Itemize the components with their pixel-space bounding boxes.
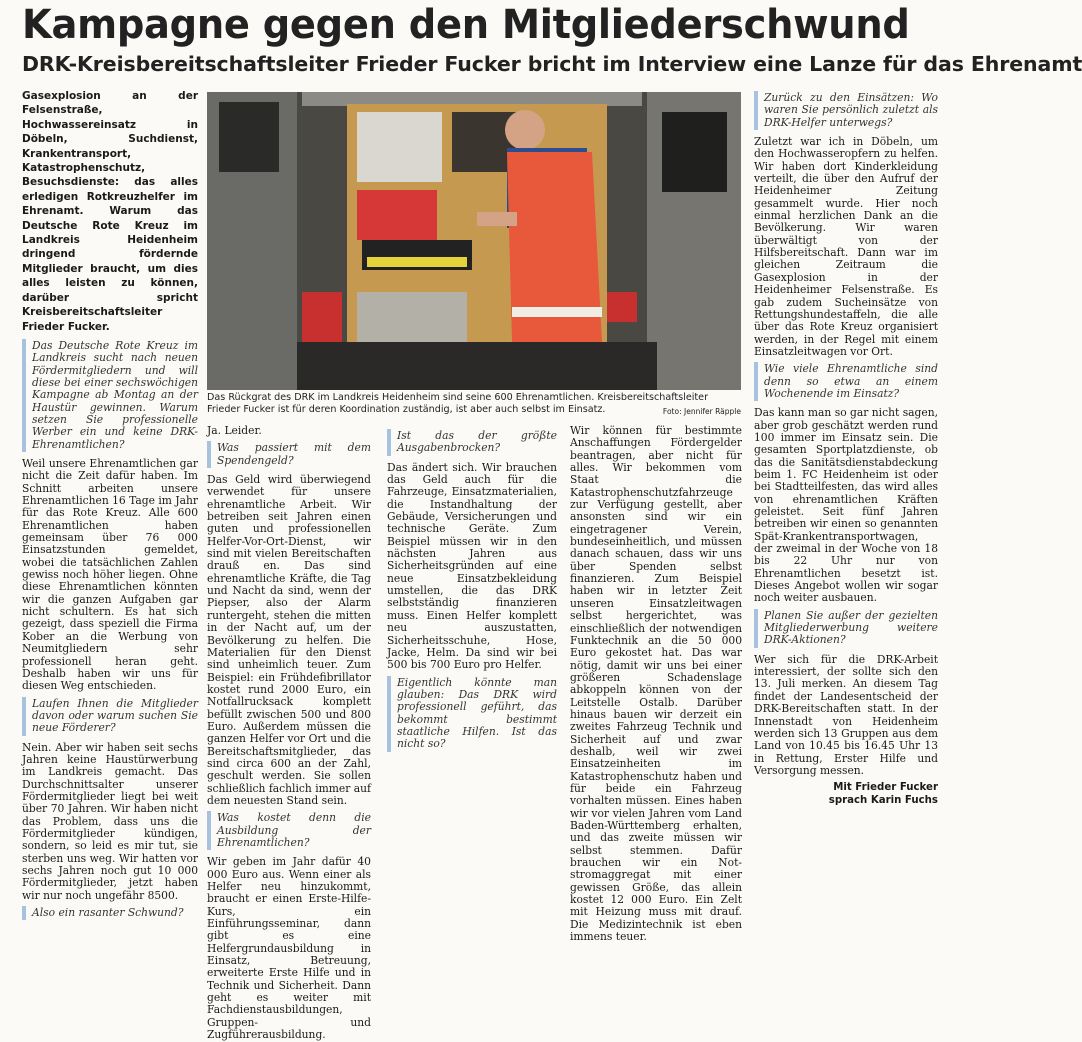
signature-line-1: Mit Frieder Fucker — [833, 782, 938, 794]
photo-drawing — [207, 92, 741, 390]
question-8: Zurück zu den Einsätzen: Wo waren Sie persönlich zuletzt als DRK-Helfer unterwegs? — [754, 91, 938, 130]
signature-line-2: sprach Karin Fuchs — [828, 795, 938, 807]
lead-paragraph: Gasexplosion an der Felsenstraße, Hochwassereinsatz in Döbeln, Suchdienst, Krankentransport, Katastrophenschutz, Besuchsdienste: das alles erledigen Rotkreuzhelfer im Ehrenamt. Warum das Deutsche Rote Kreuz im Landkreis Heidenheim dringend fördernde Mitglieder braucht, um dies alles leisten zu können, darüber spricht Kreisbereitschaftsleiter Frieder Fucker. — [22, 90, 198, 333]
question-7: Eigentlich könnte man glauben: Das DRK wird professionell geführt, das bekommt bestimmt staatliche Hilfen. Ist das nicht so? — [387, 676, 557, 752]
question-2: Laufen Ihnen die Mitglieder davon oder warum suchen Sie neue Förderer? — [22, 697, 198, 736]
answer-4: Das Geld wird überwiegend verwendet für unsere ehrenamtliche Arbeit. Wir betreiben seit Jahren einen guten und professionellen Helfer-Vor-Ort-Dienst, wir sind mit vielen Bereitschaften drauß en. Das sind ehrenamtliche Kräfte, die Tag und Nacht da sind, wenn der Piepser, also der Alarm runtergeht, stehen die mitten in der Nacht auf, um der Bevölkerung zu helfen. Die Materialien für den Dienst sind unheimlich teuer. Zum Beispiel: ein Frühdefibrillator kostet rund 2000 Euro, ein Notfallrucksack komplett befüllt zwischen 500 und 800 Euro. Außerdem müssen die ganzen Helfer vor Ort und die Bereitschaftsmitglieder, das sind circa 600 an der Zahl, geschult werden. Sie sollen schließlich fachlich immer auf dem neuesten Stand sein. — [207, 473, 371, 807]
answer-1: Weil unsere Ehrenamtlichen gar nicht die Zeit dafür haben. Im Schnitt arbeiten unsere Ehrenamtlichen 16 Tage im Jahr für das Rote Kreuz. Alle 600 Ehrenamtlichen haben gemeinsam über 76 000 Einsatzstunden gemeldet, wobei die tatsächlichen Zahlen gewiss noch höher liegen. Ohne diese Ehrenamtlichen könnten wir die ganzen Aufgaben gar nicht schultern. Es hat sich gezeigt, dass speziell die Firma Kober an die Werbung von Neumitgliedern sehr professionell heran geht. Deshalb haben wir uns für diesen Weg entschieden. — [22, 457, 198, 693]
answer-6: Das ändert sich. Wir brauchen das Geld auch für die Fahrzeuge, Einsatzmaterialien, die Instandhaltung der Gebäude, Versicherungen und technische Geräte. Zum Beispiel müssen wir in den nächsten Jahren aus Sicherheitsgründen auf eine neue Einsatzbekleidung umstellen, die das DRK selbstständig finanzieren muss. Einen Helfer komplett neu auszustatten, Sicherheitsschuhe, Hose, Jacke, Helm. Da sind wir bei 500 bis 700 Euro pro Helfer. — [387, 460, 557, 672]
question-10: Planen Sie außer der gezielten Mitgliederwerbung weitere DRK-Aktionen? — [754, 609, 938, 648]
question-1: Das Deutsche Rote Kreuz im Landkreis sucht nach neuen Fördermitgliedern und will diese bei einer sechswöchigen Kampagne ab Montag an der Haustür gewinnen. Warum setzen Sie professionelle Werber ein und keine DRK-Ehrenamtlichen? — [22, 339, 198, 452]
answer-10: Wer sich für die DRK-Arbeit interessiert, der sollte sich den 13. Juli merken. An diesem Tag findet der Landesentscheid der DRK-Bereitschaften statt. In der Innenstadt von Heidenheim werden sich 13 Gruppen aus dem Land von 10.45 bis 16.45 Uhr 13 in Rettung, Erster Hilfe und Versorgung messen. — [754, 652, 938, 777]
column-1 — [22, 89, 198, 926]
answer-7: Wir können für bestimmte Anschaffungen Fördergelder beantragen, aber nicht für alles. Wir bekommen vom Staat die Katastrophenschutzfahrzeuge zur Verfügung gestellt, aber ansonsten sind wir ein eingetragener Verein, bundeseinheitlich, und müssen danach schauen, dass wir uns über Spenden selbst finanzieren. Zum Beispiel haben wir in letzter Zeit unseren Einsatzleitwagen selbst hergerichtet, was einschließlich der notwendigen Funktechnik an die 50 000 Euro gekostet hat. Das war nötig, damit wir uns bei einer größeren Schadenslage abkoppeln können von der Leitstelle Ostalb. Darüber hinaus bauen wir derzeit ein zweites Fahrzeug Technik und Sicherheit auf und zwar deshalb, weil wir zwei Einsatzeinheiten im Katastrophenschutz haben und für beide ein Fahrzeug vorhalten müssen. Eines haben wir vor vielen Jahren vom Land Baden-Württemberg erhalten, und das zweite müssen wir selbst stemmen. Dafür brauchen wir ein Not-stromaggregat mit einer gewissen Größe, das allein kostet 12 000 Euro. Ein Zelt mit Heizung muss mit drauf. Die Medizintechnik ist eben immens teuer. — [570, 424, 742, 944]
photo-caption — [207, 392, 741, 418]
question-9: Wie viele Ehrenamtliche sind denn so etwa an einem Wochenende im Einsatz? — [754, 362, 938, 401]
subheadline: DRK-Kreisbereitschaftsleiter Frieder Fucker bricht im Interview eine Lanze für das Ehrenamt — [22, 52, 1082, 76]
question-3: Also ein rasanter Schwund? — [22, 906, 198, 920]
column-5 — [754, 89, 938, 825]
photo-ambulance — [207, 92, 741, 390]
answer-2: Nein. Aber wir haben seit sechs Jahren keine Haustürwerbung im Landkreis gemacht. Das Durchschnittsalter unserer Fördermitglieder liegt bei weit über 70 Jahren. Wir haben nicht das Problem, dass uns die Fördermitglieder kündigen, sondern, so leid es mir tut, sie sterben uns weg. Wir hatten vor sechs Jahren noch gut 10 000 Fördermitglieder, jetzt haben wir nur noch ungefähr 8500. — [22, 740, 198, 902]
question-5: Was kostet denn die Ausbildung der Ehrenamtlichen? — [207, 811, 371, 850]
answer-5: Wir geben im Jahr dafür 40 000 Euro aus. Wenn einer als Helfer neu hinzukommt, braucht er einen Erste-Hilfe-Kurs, ein Einführungsseminar, dann gibt es eine Helfergrundausbildung in Einsatz, Betreuung, erweiterte Erste Hilfe und in Technik und Sicherheit. Dann geht es weiter mit Fachdienstausbildungen, Gruppen- und Zugführerausbildung. — [207, 855, 371, 1042]
photo-credit: Foto: Jennifer Räpple — [662, 407, 741, 416]
headline: Kampagne gegen den Mitgliederschwund — [22, 2, 910, 48]
answer-9: Das kann man so gar nicht sagen, aber grob geschätzt werden rund 100 immer im Einsatz sein. Die gesamten Sportplatzdienste, ob das die Sanitätsdienstabdeckung beim 1. FC Heidenheim ist oder bei Stadtteilfesten, das wird alles von ehrenamtlichen Kräften geleistet. Seit fünf Jahren betreiben wir einen so genannten Spät-Krankentransportwagen, der zweimal in der Woche von 18 bis 22 Uhr nur von Ehrenamtlichen besetzt ist. Dieses Angebot wollen wir sogar noch weiter ausbauen. — [754, 406, 938, 605]
question-6: Ist das der größte Ausgabenbrocken? — [387, 429, 557, 456]
answer-3: Ja. Leider. — [207, 424, 262, 437]
column-4 — [570, 424, 742, 944]
caption-text: Das Rückgrat des DRK im Landkreis Heidenheim sind seine 600 Ehrenamtlichen. Kreisbereitschaftsleiter Frieder Fucker ist für deren Koordination zuständig, ist aber auch selbst im Einsatz. — [207, 392, 709, 415]
answer-8: Zuletzt war ich in Döbeln, um den Hochwasseropfern zu helfen. Wir haben dort Kinderkleidung verteilt, die über den Aufruf der Heidenheimer Zeitung gesammelt wurde. Hier noch einmal herzlichen Dank an die Bevölkerung. Wir waren überwältigt von der Hilfsbereitschaft. Dann war im gleichen Zeitraum die Gasexplosion in der Heidenheimer Felsenstraße. Es gab zudem Sucheinsätze von Rettungshundestaffeln, die alle über das Rote Kreuz organisiert werden, in der Regel mit einem Einsatzleitwagen vor Ort. — [754, 135, 938, 358]
column-2 — [207, 424, 371, 1042]
column-3 — [387, 425, 557, 825]
question-4: Was passiert mit dem Spendengeld? — [207, 441, 371, 468]
